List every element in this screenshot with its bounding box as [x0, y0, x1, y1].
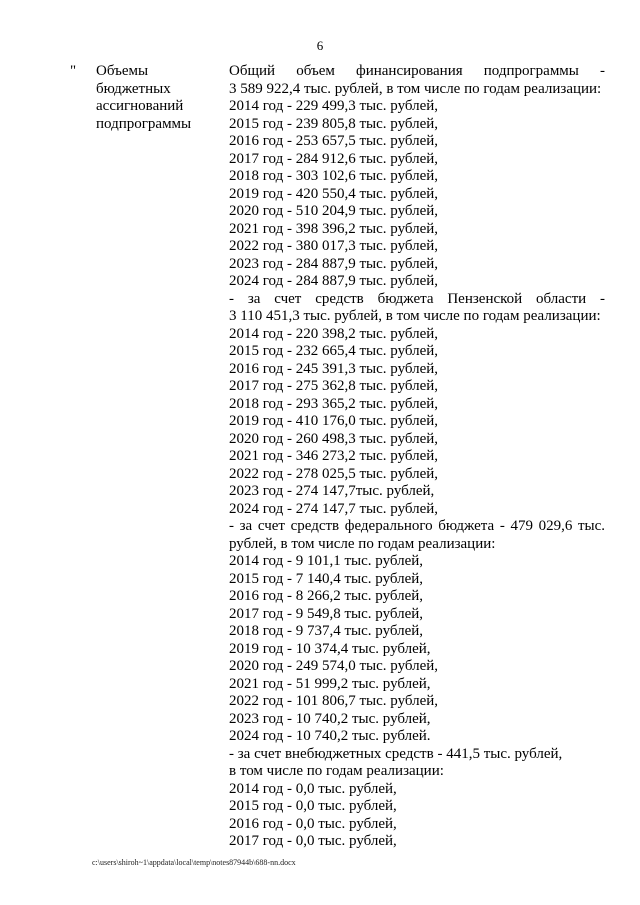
funding-line: 2021 год - 346 273,2 тыс. рублей, [229, 448, 439, 464]
funding-line: 2018 год - 9 737,4 тыс. рублей, [229, 623, 424, 639]
funding-line: 3 589 922,4 тыс. рублей, в том числе по годам реализации: [229, 80, 602, 97]
funding-line: Общий объем финансирования подпрограммы - [229, 63, 605, 79]
funding-line: 2015 год - 232 665,4 тыс. рублей, [229, 343, 439, 359]
funding-line: 2015 год - 239 805,8 тыс. рублей, [229, 115, 439, 132]
funding-line: 2023 год - 274 147,7тыс. рублей, [229, 483, 435, 499]
funding-line: 2016 год - 0,0 тыс. рублей, [229, 815, 397, 832]
funding-line: 2020 год - 510 204,9 тыс. рублей, [229, 203, 439, 219]
funding-line: 2015 год - 0,0 тыс. рублей, [229, 798, 397, 814]
funding-line: 2024 год - 274 147,7 тыс. рублей, [229, 500, 439, 517]
funding-line: 2014 год - 229 499,3 тыс. рублей, [229, 98, 439, 114]
funding-line: рублей, в том числе по годам реализации: [229, 535, 496, 552]
funding-line: 2019 год - 410 176,0 тыс. рублей, [229, 413, 439, 429]
funding-line: - за счет средств бюджета Пензенской области - [229, 290, 605, 307]
opening-quote-mark: " [70, 63, 77, 79]
funding-line: в том числе по годам реализации: [229, 763, 444, 779]
funding-line: 2014 год - 9 101,1 тыс. рублей, [229, 553, 424, 569]
funding-line: 2022 год - 278 025,5 тыс. рублей, [229, 465, 439, 482]
row-label-line: бюджетных [96, 80, 171, 97]
funding-line: 2015 год - 7 140,4 тыс. рублей, [229, 570, 424, 587]
row-label [96, 63, 221, 133]
funding-line: - за счет средств федерального бюджета - 479 029,6 тыс. [229, 518, 605, 534]
funding-line: 2018 год - 293 365,2 тыс. рублей, [229, 395, 439, 412]
funding-line: 2017 год - 275 362,8 тыс. рублей, [229, 378, 439, 394]
funding-line: 2020 год - 260 498,3 тыс. рублей, [229, 430, 439, 447]
row-label-line: подпрограммы [96, 115, 192, 132]
funding-line: 2021 год - 51 999,2 тыс. рублей, [229, 675, 431, 692]
funding-line: 2019 год - 420 550,4 тыс. рублей, [229, 185, 439, 202]
funding-line: 2022 год - 101 806,7 тыс. рублей, [229, 693, 439, 709]
funding-line: 2016 год - 253 657,5 тыс. рублей, [229, 133, 439, 149]
funding-line: 2018 год - 303 102,6 тыс. рублей, [229, 168, 439, 184]
row-label-line: Объемы [96, 63, 149, 79]
funding-line: 2023 год - 10 740,2 тыс. рублей, [229, 710, 431, 727]
funding-line: 2014 год - 0,0 тыс. рублей, [229, 780, 397, 797]
funding-text-block [229, 63, 605, 851]
funding-line: 2017 год - 284 912,6 тыс. рублей, [229, 150, 439, 167]
funding-line: 2017 год - 0,0 тыс. рублей, [229, 833, 397, 849]
funding-line: 2014 год - 220 398,2 тыс. рублей, [229, 325, 439, 342]
funding-line: 2024 год - 284 887,9 тыс. рублей, [229, 273, 439, 289]
funding-line: 2024 год - 10 740,2 тыс. рублей. [229, 728, 431, 744]
funding-line: 2022 год - 380 017,3 тыс. рублей, [229, 238, 439, 254]
funding-line: 2016 год - 8 266,2 тыс. рублей, [229, 588, 424, 604]
funding-line: 3 110 451,3 тыс. рублей, в том числе по годам реализации: [229, 308, 601, 324]
funding-line: 2019 год - 10 374,4 тыс. рублей, [229, 640, 431, 657]
funding-line: 2023 год - 284 887,9 тыс. рублей, [229, 255, 439, 272]
funding-line: 2021 год - 398 396,2 тыс. рублей, [229, 220, 439, 237]
funding-line: 2020 год - 249 574,0 тыс. рублей, [229, 658, 439, 674]
row-label-line: ассигнований [96, 98, 184, 114]
funding-line: 2016 год - 245 391,3 тыс. рублей, [229, 360, 439, 377]
footer-file-path: c:\users\shiroh~1\appdata\local\temp\notes87944b\688-nn.docx [92, 858, 296, 867]
funding-line: 2017 год - 9 549,8 тыс. рублей, [229, 605, 424, 622]
page-number: 6 [316, 38, 324, 53]
funding-line: - за счет внебюджетных средств - 441,5 тыс. рублей, [229, 745, 563, 762]
